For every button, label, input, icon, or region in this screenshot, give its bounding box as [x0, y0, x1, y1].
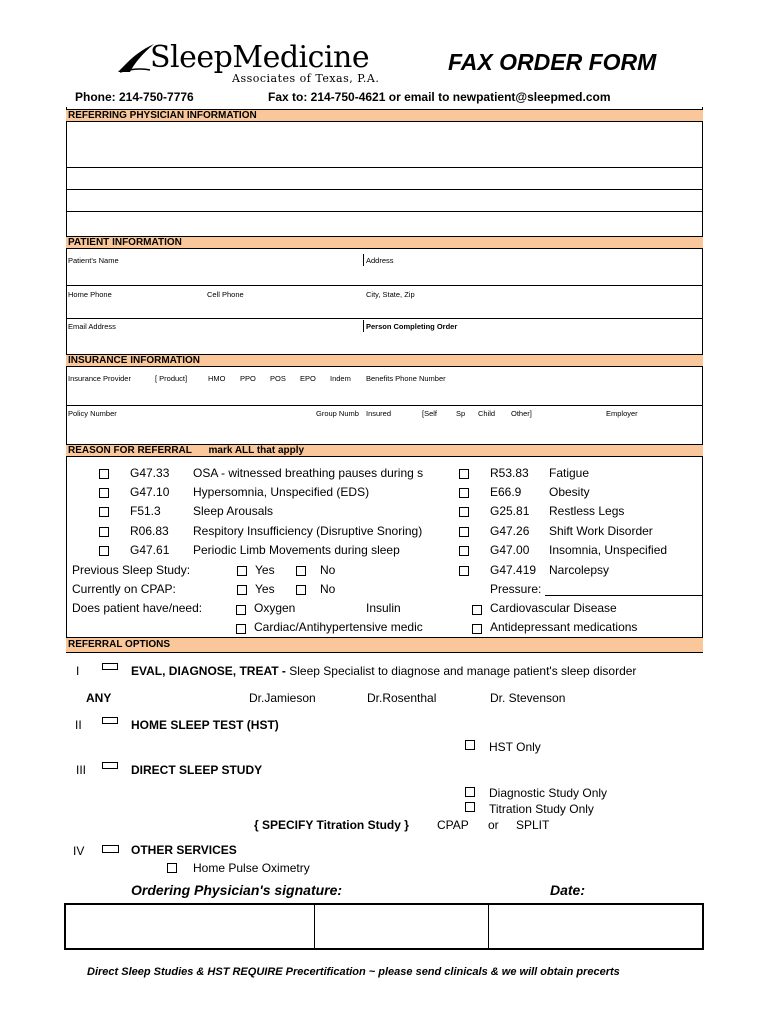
oxygen-checkbox[interactable]	[236, 605, 246, 615]
diagnosis-code: G47.61	[130, 543, 170, 557]
hst-option-checkbox[interactable]	[102, 717, 118, 724]
currently-on-cpap-label: Currently on CPAP:	[72, 582, 176, 596]
direct-study-checkbox[interactable]	[102, 762, 118, 769]
diagnosis-code: G47.26	[490, 524, 530, 538]
form-right-border	[702, 107, 703, 644]
option-4-number: IV	[73, 844, 85, 858]
benefits-phone-label: Benefits Phone Number	[366, 374, 446, 383]
diagnosis-desc: Shift Work Disorder	[549, 524, 653, 538]
section-patient-header: PATIENT INFORMATION	[66, 236, 703, 249]
previous-sleep-study-label: Previous Sleep Study:	[72, 563, 191, 577]
patient-name-label: Patient's Name	[68, 256, 119, 265]
group-number-label: Group Numb	[316, 409, 359, 418]
diagnosis-desc: Obesity	[549, 485, 590, 499]
antidepressant-checkbox[interactable]	[472, 624, 482, 634]
form-title: FAX ORDER FORM	[448, 49, 657, 75]
diagnosis-checkbox[interactable]	[459, 566, 469, 576]
logo-subtext: Associates of Texas, P.A.	[232, 72, 380, 85]
epo-label: EPO	[300, 374, 316, 383]
product-label: [ Product]	[155, 374, 188, 383]
signature-box-container	[64, 903, 704, 950]
reason-subtitle: mark ALL that apply	[208, 445, 305, 456]
option-2-number: II	[75, 718, 82, 732]
diagnosis-desc: Insomnia, Unspecified	[549, 543, 668, 557]
insurance-info-fields[interactable]	[67, 370, 702, 444]
cpap-no-checkbox[interactable]	[296, 585, 306, 595]
diagnosis-code: G47.00	[490, 543, 530, 557]
antidepressant-label: Antidepressant medications	[490, 620, 638, 634]
prev-study-yes-checkbox[interactable]	[237, 566, 247, 576]
diagnosis-checkbox[interactable]	[459, 507, 469, 517]
diagnosis-checkbox[interactable]	[459, 488, 469, 498]
section-options-header: REFERRAL OPTIONS	[66, 637, 703, 653]
insured-label: Insured	[366, 409, 392, 418]
logo-text: SleepMedicine	[150, 40, 370, 75]
pulse-oximetry-checkbox[interactable]	[167, 863, 177, 873]
date-label: Date:	[550, 882, 586, 898]
hmo-label: HMO	[208, 374, 226, 383]
direct-study-label: DIRECT SLEEP STUDY	[131, 763, 263, 777]
other-services-checkbox[interactable]	[102, 845, 119, 853]
diagnosis-checkbox[interactable]	[99, 546, 109, 556]
cell-phone-label: Cell Phone	[207, 290, 244, 299]
ppo-label: PPO	[240, 374, 256, 383]
cpap-option[interactable]: CPAP	[437, 818, 469, 832]
diagnostic-only-checkbox[interactable]	[465, 787, 475, 797]
phone-number: Phone: 214-750-7776	[75, 90, 194, 104]
referring-physician-field[interactable]	[67, 124, 702, 236]
prev-study-no-checkbox[interactable]	[296, 566, 306, 576]
dr-stevenson-option[interactable]: Dr. Stevenson	[490, 691, 566, 705]
cardiac-med-label: Cardiac/Antihypertensive medic	[254, 620, 423, 634]
footer-note: Direct Sleep Studies & HST REQUIRE Precertification ~ please send clinicals & we will obtain precerts	[87, 966, 620, 978]
or-label: or	[488, 818, 499, 832]
dr-jamieson-option[interactable]: Dr.Jamieson	[249, 691, 316, 705]
signature-box-middle[interactable]	[315, 905, 489, 948]
diagnosis-desc: Fatigue	[549, 466, 590, 480]
diagnosis-desc: Respitory Insufficiency (Disruptive Snoring)	[193, 524, 423, 538]
signature-box[interactable]	[66, 905, 315, 948]
diagnostic-only-label: Diagnostic Study Only	[489, 786, 608, 800]
diagnosis-code: G47.33	[130, 466, 170, 480]
insurance-provider-label: Insurance Provider	[68, 374, 131, 383]
diagnosis-code: R53.83	[490, 466, 529, 480]
employer-label: Employer	[606, 409, 638, 418]
diagnosis-code: G25.81	[490, 504, 530, 518]
date-box[interactable]	[489, 905, 702, 948]
cpap-yes-checkbox[interactable]	[237, 585, 247, 595]
specify-titration-label: { SPECIFY Titration Study }	[254, 818, 409, 832]
cpap-yes-label: Yes	[255, 582, 275, 596]
city-state-zip-label: City, State, Zip	[366, 290, 415, 299]
indem-label: Indem	[330, 374, 351, 383]
fax-email-line: Fax to: 214-750-4621 or email to newpatient@sleepmed.com	[268, 90, 611, 104]
diagnosis-checkbox[interactable]	[99, 488, 109, 498]
pressure-input[interactable]	[545, 595, 702, 596]
policy-number-label: Policy Number	[68, 409, 117, 418]
eval-option-checkbox[interactable]	[102, 663, 118, 670]
hst-option-label: HOME SLEEP TEST (HST)	[131, 718, 279, 732]
patient-info-fields[interactable]	[67, 252, 702, 354]
pressure-label: Pressure:	[490, 582, 542, 596]
pos-label: POS	[270, 374, 286, 383]
insured-child-label: Child	[478, 409, 496, 418]
diagnosis-code: G47.419	[490, 563, 537, 577]
reason-title: REASON FOR REFERRAL	[68, 445, 192, 456]
pulse-oximetry-label: Home Pulse Oximetry	[193, 861, 310, 875]
home-phone-label: Home Phone	[68, 290, 112, 299]
other-services-label: OTHER SERVICES	[131, 843, 237, 857]
prev-study-no-label: No	[320, 563, 336, 577]
diagnosis-checkbox[interactable]	[99, 527, 109, 537]
section-referring-header: REFERRING PHYSICIAN INFORMATION	[66, 109, 703, 122]
eval-option-label	[131, 664, 636, 678]
section-insurance-header: INSURANCE INFORMATION	[66, 354, 703, 367]
cpap-no-label: No	[320, 582, 336, 596]
diagnosis-desc: Restless Legs	[549, 504, 625, 518]
diagnosis-desc: Hypersomnia, Unspecified (EDS)	[193, 485, 370, 499]
split-option[interactable]: SPLIT	[516, 818, 550, 832]
diagnosis-desc: OSA - witnessed breathing pauses during s	[193, 466, 424, 480]
diagnosis-desc: Sleep Arousals	[193, 504, 274, 518]
insulin-label: Insulin	[366, 601, 401, 615]
eval-option-title: EVAL, DIAGNOSE, TREAT -	[131, 664, 290, 678]
option-3-number: III	[76, 763, 87, 777]
titration-only-checkbox[interactable]	[465, 802, 475, 812]
diagnosis-checkbox[interactable]	[459, 527, 469, 537]
address-label: Address	[366, 256, 394, 265]
any-physician-option[interactable]: ANY	[86, 691, 112, 705]
eval-option-desc: Sleep Specialist to diagnose and manage patient's sleep disorder	[289, 664, 637, 678]
diagnosis-code: E66.9	[490, 485, 522, 499]
person-completing-label: Person Completing Order	[366, 322, 458, 331]
section-reason-header	[66, 444, 703, 457]
dr-rosenthal-option[interactable]: Dr.Rosenthal	[367, 691, 437, 705]
diagnosis-checkbox[interactable]	[99, 507, 109, 517]
cardiovascular-label: Cardiovascular Disease	[490, 601, 617, 615]
cardiac-med-checkbox[interactable]	[236, 624, 246, 634]
diagnosis-code: F51.3	[130, 504, 161, 518]
hst-only-label: HST Only	[489, 740, 541, 754]
diagnosis-checkbox[interactable]	[459, 469, 469, 479]
diagnosis-code: R06.83	[130, 524, 169, 538]
insured-spouse-label: Sp	[456, 409, 466, 418]
diagnosis-desc: Periodic Limb Movements during sleep	[193, 543, 400, 557]
diagnosis-checkbox[interactable]	[459, 546, 469, 556]
physician-signature-label: Ordering Physician's signature:	[131, 882, 343, 898]
cardiovascular-checkbox[interactable]	[472, 605, 482, 615]
email-address-label: Email Address	[68, 322, 116, 331]
oxygen-label: Oxygen	[254, 601, 296, 615]
diagnosis-checkbox[interactable]	[99, 469, 109, 479]
hst-only-checkbox[interactable]	[465, 740, 475, 750]
titration-only-label: Titration Study Only	[489, 802, 594, 816]
insured-other-label: Other]	[511, 409, 532, 418]
diagnosis-desc: Narcolepsy	[549, 563, 610, 577]
diagnosis-code: G47.10	[130, 485, 170, 499]
prev-study-yes-label: Yes	[255, 563, 275, 577]
patient-have-need-label: Does patient have/need:	[72, 601, 203, 615]
insured-self-label: [Self	[422, 409, 438, 418]
option-1-number: I	[76, 664, 80, 678]
